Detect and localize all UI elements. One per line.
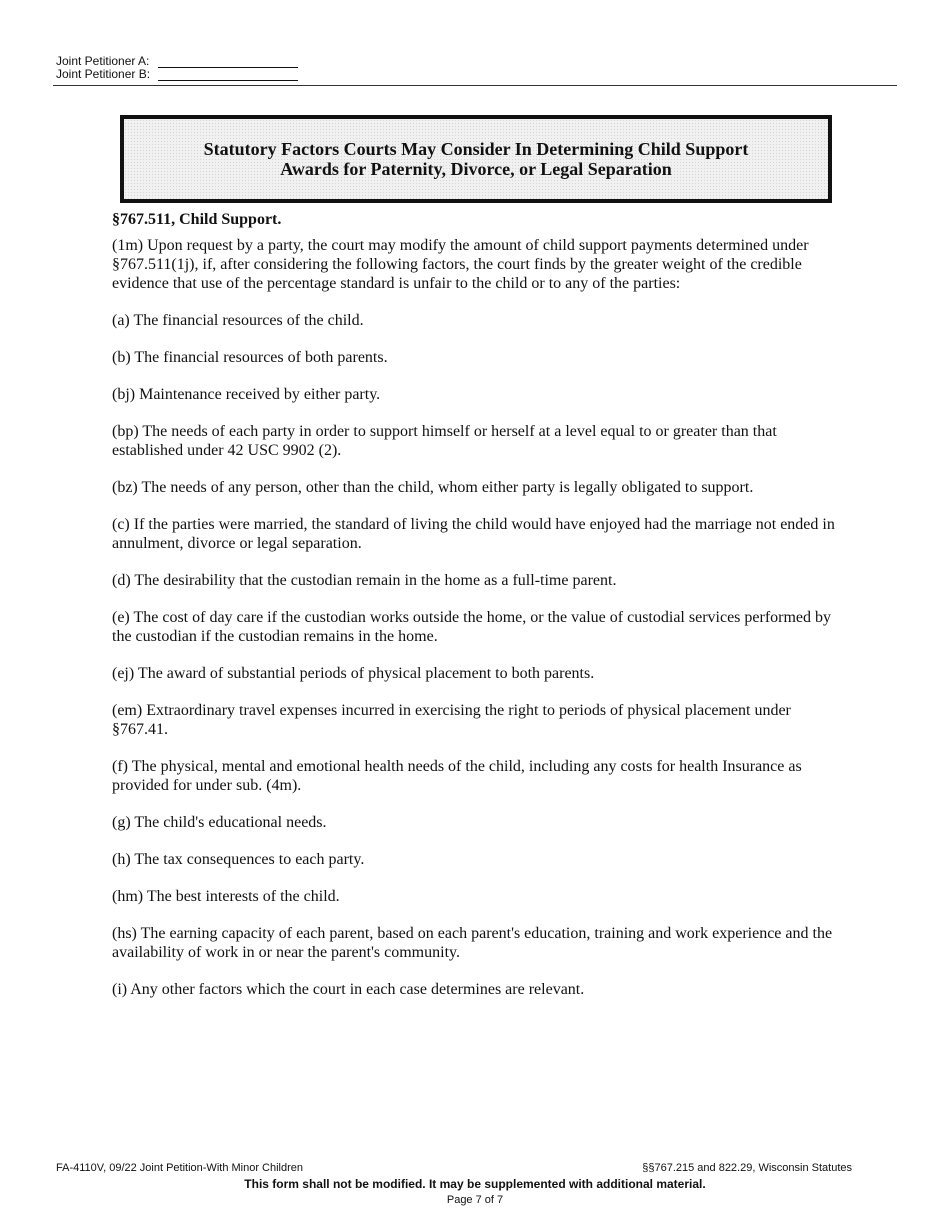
modification-notice: This form shall not be modified. It may be supplemented with additional material.: [244, 1177, 706, 1191]
statute-reference: §§767.215 and 822.29, Wisconsin Statutes: [642, 1162, 852, 1174]
title-line-1: Statutory Factors Courts May Consider In Determining Child Support: [203, 139, 749, 159]
title-line-2: Awards for Paternity, Divorce, or Legal Separation: [280, 159, 672, 179]
petitioner-a-field[interactable]: [158, 56, 298, 68]
factor-item: (bp) The needs of each party in order to support himself or herself at a level equal to or greater than that established under 42 USC 9902 (2).: [112, 423, 777, 459]
petitioner-b-row: [56, 68, 298, 81]
petitioner-b-field[interactable]: [158, 69, 298, 81]
petitioner-b-label: Joint Petitioner B:: [56, 67, 151, 81]
petitioner-header: [56, 55, 298, 81]
factor-item: (hm) The best interests of the child.: [112, 888, 340, 905]
petitioner-a-label: Joint Petitioner A:: [56, 54, 150, 68]
section-intro: (1m) Upon request by a party, the court may modify the amount of child support payments determined under §767.511(1j), if, after considering the following factors, the court finds by the greater weight of the credible evidence that use of the percentage standard is unfair to the child or to any of the parties:: [112, 237, 809, 292]
factor-item: (d) The desirability that the custodian remain in the home as a full-time parent.: [112, 572, 617, 589]
factor-item: (ej) The award of substantial periods of physical placement to both parents.: [112, 665, 595, 682]
factor-item: (hs) The earning capacity of each parent, based on each parent's education, training and work experience and the availability of work in or near the parent's community.: [112, 925, 833, 961]
section-heading: §767.511, Child Support.: [112, 211, 282, 228]
factor-item: (c) If the parties were married, the standard of living the child would have enjoyed had the marriage not ended in annulment, divorce or legal separation.: [112, 516, 835, 552]
factor-item: (i) Any other factors which the court in each case determines are relevant.: [112, 981, 585, 998]
statute-section: [112, 210, 842, 1017]
factor-item: (f) The physical, mental and emotional health needs of the child, including any costs for health Insurance as provided for under sub. (4m).: [112, 758, 802, 794]
factor-item: (b) The financial resources of both parents.: [112, 349, 388, 366]
factor-item: (e) The cost of day care if the custodian works outside the home, or the value of custodial services performed by the custodian if the custodian remains in the home.: [112, 609, 832, 645]
factor-item: (g) The child's educational needs.: [112, 814, 327, 831]
title-box: [120, 115, 832, 203]
header-divider: [53, 85, 897, 86]
factor-item: (h) The tax consequences to each party.: [112, 851, 365, 868]
page-number: Page 7 of 7: [446, 1194, 504, 1206]
factor-item: (bj) Maintenance received by either party.: [112, 386, 381, 403]
factor-item: (a) The financial resources of the child.: [112, 312, 364, 329]
factor-item: (bz) The needs of any person, other than the child, whom either party is legally obligated to support.: [112, 479, 754, 496]
form-id: FA-4110V, 09/22 Joint Petition-With Minor Children: [56, 1162, 304, 1174]
factor-item: (em) Extraordinary travel expenses incurred in exercising the right to periods of physical placement under §767.41.: [112, 702, 791, 738]
